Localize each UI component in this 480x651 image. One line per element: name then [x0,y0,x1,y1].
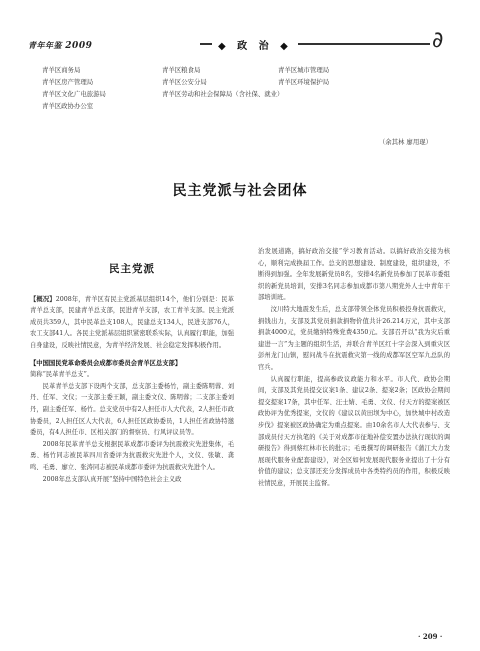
left-column [30,246,234,485]
right-column [258,246,450,489]
section-label: ◆ 政 治 ◆ [212,37,298,52]
list-item: 青羊区粮食局 [162,66,201,74]
section-subtitle: 民主党派 [109,263,155,275]
list-item: 青羊区劳动和社会保障局（含社保、就业） [162,90,284,98]
body-paragraph: 2008年总支部认真开展“坚持中国特色社会主义政 [42,475,182,483]
list-item: 青羊区政协办公室 [42,102,94,110]
list-item: 青羊区环境保护局 [278,78,330,86]
list-item: 青羊区城市管理局 [278,66,330,74]
org-short-name: 简称“民革青羊总支”。 [30,371,94,379]
body-paragraph: 2008年民革青羊总支根据民革成都市委评为抗震救灾先进集体，毛勇、杨竹同志被民革四川省委评为抗震救灾先进个人，文仪、张敏、龚鸣、毛勇、廖立、张涛同志被民革成都市委评为抗震救灾先进个人。 [30,440,234,471]
list-item: 青羊区公安分局 [162,78,207,86]
list-item: 青羊区文化广电旅游局 [42,90,106,98]
book-title: 青年年鉴 2009 [28,40,93,51]
page-header [0,28,480,56]
body-paragraph: 民革青羊总支部下设两个支部，总支部主委杨竹，副主委陈明蓉、刘丹、任军、文仪；一支部主委王颖，副主委文仪、陈明蓉；二支部主委刘丹，副主委任军、杨竹。总支党员中有2人担任市人大代表，2人担任市政协委员，2人担任区人大代表，6人担任区政协委员，1人担任省政协特邀委员，有4人担任市、区相关部门的督察员、行风评议员等。 [30,382,234,437]
body-paragraph: 治发展道路，搞好政治交接”学习教育活动。以搞好政治交接为核心，顺利完成换届工作。总支的思想建设、制度建设，组织建设，不断得到加强。全年发展新党员8名，安排4名新党员参加了民革市委组织的新党员培训，安排3名同志参加成都市第八期党外人士中青年干部培训班。 [258,248,450,302]
overview-tag: 【概况】 [30,295,56,303]
overview-paragraph: 【概况】2008年，青羊区有民主党派基层组织14个，他们分别是：民革青羊总支部，民建青羊总支部，民进青羊支部，农工青羊支部。民主党派成员共359人，其中民革总支108人，民建总支134人，民进支部76人，农工支部41人。各民主党派基层组织紧密联系实际，认真履行职能，加强自身建设，反映社情民意，为青羊经济发展、社会稳定发挥积极作用。 [30,295,235,349]
list-item: 青羊区房产管理局 [42,78,94,86]
body-paragraph: 认真履行职能，提高参政议政能力和水平。市人代、政协会期间，支部及其党员提交议案1条、建议2条、提案2条；区政协会期间提交提案17条，其中任军、汪士婧、毛勇、文仪、付天方的提案被区政协评为优秀提案，文仪的《建议以黄田坝为中心，加快城中村改造步伐》提案被区政协确定为重点提案。由10余名市人大代表参与、支部成员付天方执笔的《关于对成都市征地补偿安置办法执行现状的调研报告》得到蔡红林市长的批示；毛勇撰写的调研报告《蒲江大力发展现代服务业配套建设》，对全区如何发展现代服务业提出了十分有价值的建议；总支部还充分发挥成员中各类特约员的作用，积极反映社情民意，开展民主监督。 [258,375,450,487]
page-title: 民主党派与社会团体 [172,183,308,199]
page-number: · 209 · [418,632,443,641]
credit-line: （余其林 廖用琨） [378,138,432,146]
list-item: 青羊区商务局 [42,66,81,74]
body-paragraph: 汶川特大地震发生后，总支部带领全体党员积极投身抗震救灾，捐钱出力，支部及其党员捐款捐物价值共计26.214万元，其中支部捐款4000元，党员缴纳特殊党费4350元。支部召开以“我为灾后重建进一言”为主题的组织生活，并联合青羊区红十字会深入到重灾区彭州龙门山镇，慰问战斗在抗震救灾第一线的成都军区空军九总队的官兵。 [258,305,450,371]
ornament-swirl-icon: ∂ [432,28,444,53]
org-heading: 【中国国民党革命委员会成都市委员会青羊区总支部】 [30,359,182,367]
